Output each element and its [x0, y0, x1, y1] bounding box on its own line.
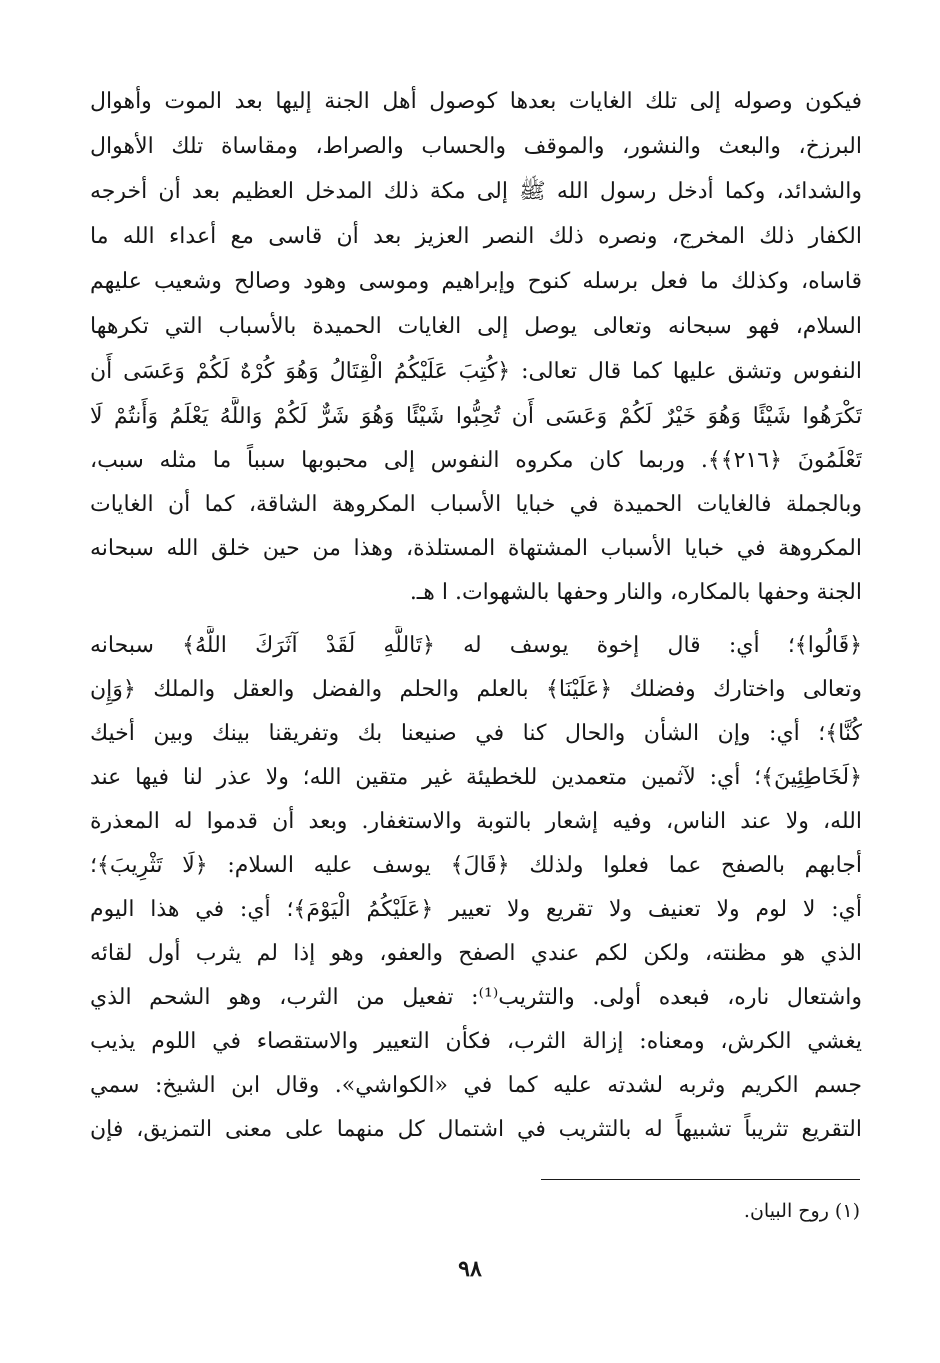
text-line: النفوس وتشق عليها كما قال تعالى: ﴿كُتِبَ عَلَيْكُمُ الْقِتَالُ وَهُوَ كُرْهٌ لَكُمْ وَعَسَى أَن — [90, 359, 862, 384]
text-line: المكروهة في خبايا الأسباب المشتهاة المستلذة، وهذا من حين خلق الله سبحانه — [90, 536, 862, 561]
text-line: والشدائد، وكما أدخل رسول الله ﷺ إلى مكة ذلك المدخل العظيم بعد أن أخرجه — [90, 179, 862, 204]
text-line: البرزخ، والبعث والنشور، والموقف والحساب والصراط، ومقاساة تلك الأهوال — [90, 134, 862, 159]
text-line: ﴿قَالُوا﴾؛ أي: قال إخوة يوسف له ﴿تَاللَّهِ لَقَدْ آثَرَكَ اللَّهُ﴾ سبحانه — [90, 633, 862, 658]
text-line: أي: لا لوم ولا تعنيف ولا تقريع ولا تعيير ﴿عَلَيْكُمُ الْيَوْمَ﴾؛ أي: في هذا اليوم — [90, 897, 862, 922]
text-line: قاساه، وكذلك ما فعل برسله كنوح وإبراهيم وموسى وهود وصالح وشعيب عليهم — [90, 269, 862, 294]
text-line: الجنة وحفها بالمكاره، والنار وحفها بالشهوات. ا هـ. — [409, 580, 862, 605]
text-line: السلام، فهو سبحانه وتعالى يوصل إلى الغايات الحميدة بالأسباب التي تكرهها — [90, 314, 862, 339]
text-line: الله، ولا عند الناس، وفيه إشعار بالتوبة والاستغفار. وبعد أن قدموا له المعذرة — [90, 809, 862, 834]
text-line: وبالجملة فالغايات الحميدة في خبايا الأسباب المكروهة الشاقة، كما أن الغايات — [90, 492, 862, 517]
text-line: فيكون وصوله إلى تلك الغايات بعدها كوصول أهل الجنة إليها بعد الموت وأهوال — [90, 89, 862, 114]
text-line: الكفار ذلك المخرج، ونصره ذلك النصر العزيز بعد أن قاسى مع أعداء الله ما — [90, 224, 862, 249]
text-line: التقريع تثريباً تشبيهاً له بالتثريب في اشتمال كل منهما على معنى التمزيق، فإن — [90, 1117, 862, 1142]
text-line: ﴿لَخَاطِئِينَ﴾؛ أي: لآثمين متعمدين للخطيئة غير متقين الله؛ ولا عذر لنا فيها عند — [90, 765, 862, 790]
text-line: تَكْرَهُوا شَيْئًا وَهُوَ خَيْرٌ لَكُمْ وَعَسَى أَن تُحِبُّوا شَيْئًا وَهُوَ شَرٌّ لَكُمْ وَاللَّهُ يَعْلَمُ وَأَنتُمْ لَا — [90, 404, 862, 429]
footnote: (١) روح البيان. — [743, 1200, 860, 1222]
text-line: وتعالى واختارك وفضلك ﴿عَلَيْنَا﴾ بالعلم والحلم والفضل والعقل والملك ﴿وَإِن — [90, 677, 862, 702]
text-line: يغشي الكرش، ومعناه: إزالة الثرب، فكأن التعيير والاستقصاء في اللوم يذيب — [90, 1029, 862, 1054]
footnote-divider — [541, 1179, 860, 1180]
text-line: الذي هو مظنته، ولكن لكم عندي الصفح والعفو، وهو إذا لم يثرب أول لقائه — [90, 941, 862, 966]
text-line: تَعْلَمُونَ ﴿٢١٦﴾﴾. وربما كان مكروه النفوس إلى محبوبها سبباً ما مثله سبب، — [90, 448, 862, 473]
text-line: كُنَّا﴾؛ أي: وإن الشأن والحال كنا في صنيعنا بك وتفريقنا بينك وبين أخيك — [90, 721, 862, 746]
text-line: واشتعال ناره، فبعده أولى. والتثريب⁽¹⁾: تفعيل من الثرب، وهو الشحم الذي — [90, 985, 862, 1010]
text-line: جسم الكريم وثربه لشدته عليه كما في «الكواشي». وقال ابن الشيخ: سمي — [90, 1073, 862, 1098]
text-line: أجابهم بالصفح عما فعلوا ولذلك ﴿قَالَ﴾ يوسف عليه السلام: ﴿لَا تَثْرِيبَ﴾؛ — [90, 853, 862, 878]
page-number: ٩٨ — [458, 1256, 482, 1282]
